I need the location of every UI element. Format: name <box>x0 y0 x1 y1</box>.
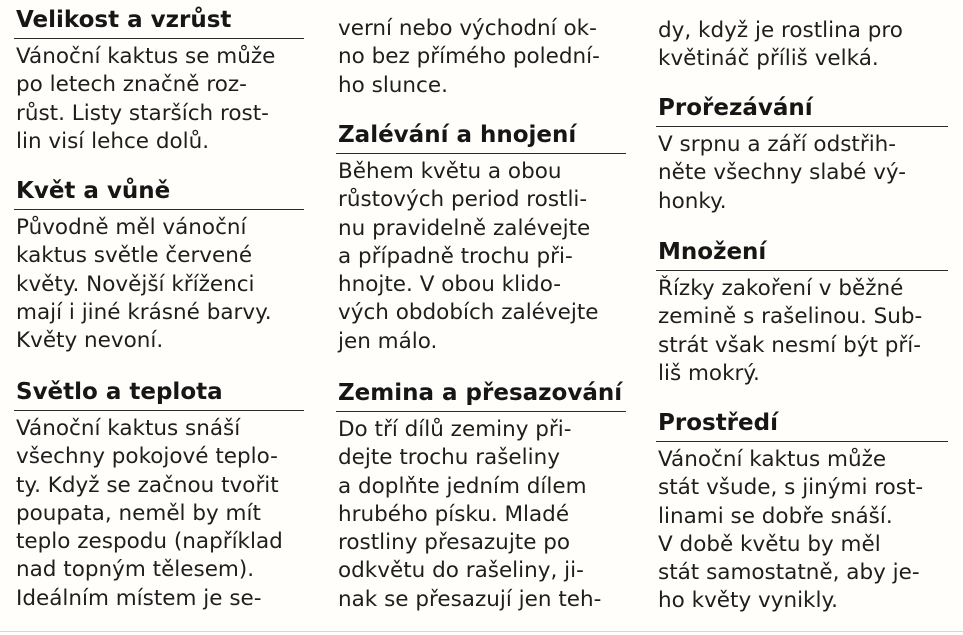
section-body <box>656 271 948 388</box>
section-body <box>336 15 626 100</box>
text-line: a doplňte jedním dílem <box>338 473 587 499</box>
section-heading: Množení <box>656 238 948 271</box>
text-line: Původně měl vánoční <box>16 215 247 240</box>
text-line: no bez přímého polední- <box>338 44 600 70</box>
text-line: liš mokrý. <box>658 360 760 386</box>
text-line: Vánoční kaktus snáší <box>16 416 241 441</box>
text-line: ho květy vynikly. <box>658 588 838 614</box>
text-line: rostliny přesazujte po <box>338 530 571 556</box>
section-zalevani <box>336 121 626 356</box>
section-mnozeni <box>656 238 948 388</box>
text-line: růst. Listy starších rost- <box>16 100 269 126</box>
text-line: lin visí lehce dolů. <box>16 128 210 154</box>
text-line: honky. <box>658 188 727 214</box>
text-line: ty. Když se začnou tvořit <box>16 472 279 498</box>
section-body <box>336 412 626 614</box>
section-heading: Zalévání a hnojení <box>336 121 626 154</box>
section-body <box>336 154 626 356</box>
text-line: Vánoční kaktus může <box>658 447 887 472</box>
section-heading: Prořezávání <box>656 94 948 127</box>
section-body <box>656 17 948 74</box>
column-3 <box>656 0 948 635</box>
column-1 <box>14 0 304 635</box>
text-line: po letech značně roz- <box>16 72 247 98</box>
text-line: Během květu a obou <box>338 159 562 184</box>
text-line: hrubého písku. Mladé <box>338 501 570 527</box>
text-line: jen málo. <box>338 328 438 354</box>
section-kvet <box>14 177 304 355</box>
section-body <box>656 127 948 216</box>
text-line: V srpnu a září odstřih- <box>658 132 897 157</box>
text-line: Ideálním místem je se- <box>16 585 262 611</box>
text-line: V době květu by měl <box>658 531 881 557</box>
text-line: ho slunce. <box>338 72 448 98</box>
column-2 <box>336 0 626 635</box>
text-line: nu pravidelně zalévejte <box>338 215 591 241</box>
text-line: květy. Novější kříženci <box>16 271 255 297</box>
text-line: mají i jiné krásné barvy. <box>16 299 272 325</box>
text-line: poupata, neměl by mít <box>16 500 261 526</box>
section-body <box>656 442 948 616</box>
text-line: nad topným tělesem). <box>16 557 255 583</box>
section-svetlo <box>14 378 304 613</box>
text-line: verní nebo východní ok- <box>338 16 597 41</box>
text-line: Do tří dílů zeminy při- <box>338 417 572 442</box>
text-line: a případně trochu při- <box>338 243 573 269</box>
text-line: stát všude, s jinými rost- <box>658 475 924 501</box>
section-heading: Květ a vůně <box>14 177 304 210</box>
text-line: růstových period rostli- <box>338 187 588 213</box>
text-line: stát samostatně, aby je- <box>658 560 920 586</box>
text-line: Květy nevoní. <box>16 328 164 354</box>
section-heading: Světlo a teplota <box>14 378 304 411</box>
text-line: teplo zespodu (například <box>16 529 283 555</box>
text-line: vých obdobích zalévejte <box>338 300 599 326</box>
text-line: květináč příliš velká. <box>658 46 879 72</box>
section-zemina-continued <box>656 17 948 74</box>
section-zemina <box>336 379 626 614</box>
text-line: dejte trochu rašeliny <box>338 445 560 471</box>
text-line: strát však nesmí být pří- <box>658 332 921 358</box>
text-line: zemině s rašelinou. Sub- <box>658 304 923 330</box>
section-heading: Prostředí <box>656 409 948 442</box>
section-svetlo-continued <box>336 15 626 100</box>
text-line: Vánoční kaktus se může <box>16 44 276 69</box>
section-body <box>14 210 304 355</box>
text-line: nak se přesazují jen teh- <box>338 586 602 612</box>
section-heading: Zemina a přesazování <box>336 379 626 412</box>
text-line: Řízky zakoření v běžné <box>658 276 904 301</box>
section-heading: Velikost a vzrůst <box>14 6 304 39</box>
text-line: něte všechny slabé vý- <box>658 160 907 186</box>
section-body <box>14 39 304 156</box>
section-prorezavani <box>656 94 948 216</box>
page-bottom-edge <box>0 631 963 632</box>
text-line: kaktus světle červené <box>16 243 253 269</box>
text-line: hnojte. V obou klido- <box>338 272 562 298</box>
text-line: linami se dobře snáší. <box>658 503 893 529</box>
section-body <box>14 411 304 613</box>
text-line: dy, když je rostlina pro <box>658 18 903 43</box>
text-line: všechny pokojové teplo- <box>16 444 278 470</box>
section-velikost <box>14 6 304 156</box>
text-line: odkvětu do rašeliny, ji- <box>338 558 584 584</box>
section-prostredi <box>656 409 948 616</box>
